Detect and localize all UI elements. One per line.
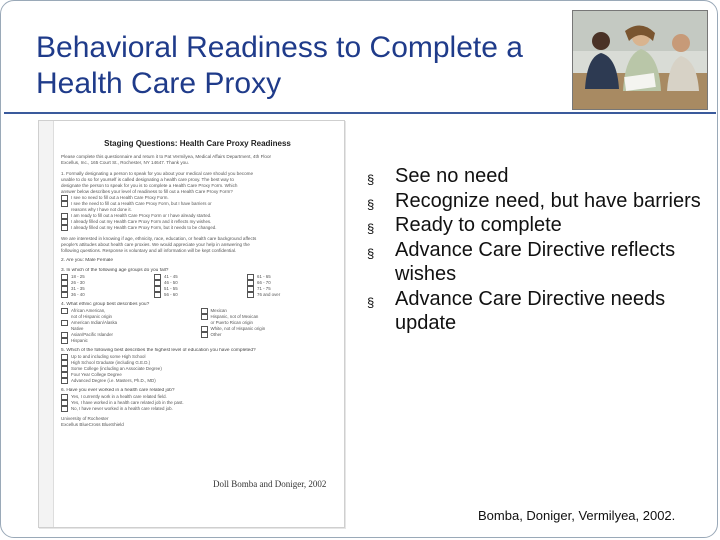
question-1-option: I see the need to fill out a Health Care Proxy Form, but I have barriers or xyxy=(61,201,334,207)
bullet-icon: § xyxy=(367,294,375,310)
age-option: 66 - 70 xyxy=(247,280,334,286)
slide-citation: Bomba, Doniger, Vermilyea, 2002. xyxy=(478,508,676,523)
question-4-text: 4. What ethnic group best describes you? xyxy=(61,302,150,307)
ethnic-options xyxy=(61,308,334,344)
document-footer-line: University of Rochester xyxy=(61,416,109,421)
readiness-stage-list xyxy=(367,164,707,336)
job-option: Yes, I have worked in a health care related job in the past. xyxy=(61,400,334,406)
question-1-option: reasons why I have not done it. xyxy=(71,207,132,212)
meeting-photo xyxy=(572,10,708,110)
document-intro-line: Excellus, Inc., 165 Court St., Rochester, NY 14647. Thank you. xyxy=(61,160,190,165)
three-people-meeting-image xyxy=(573,11,708,110)
question-1-option: I already filled out my Health Care Proxy Form and it reflects my wishes. xyxy=(61,219,334,225)
ethnic-option: or Puerto Rican origin xyxy=(210,320,253,325)
list-item: § See no need xyxy=(367,164,707,189)
age-option: 31 - 35 xyxy=(61,286,148,292)
question-1-text: answer below describes your level of readiness to fill out a Health Care Proxy Form? xyxy=(61,189,233,194)
ethnic-option: not of Hispanic origin xyxy=(71,314,113,319)
ethnic-option: Native xyxy=(71,326,84,331)
question-3-text: 3. In which of the following age groups do you fall? xyxy=(61,268,169,273)
ethnic-option: Other xyxy=(201,332,335,338)
list-item: § Advance Care Directive reflects wishes xyxy=(367,238,676,285)
questionnaire-image xyxy=(38,120,345,528)
document-intro-line: Please complete this questionnaire and return it to Pat Vermilyea, Medical Affairs Department, 4th Floor xyxy=(61,154,272,159)
bullet-icon: § xyxy=(367,221,375,236)
age-option: 61 - 65 xyxy=(247,274,334,280)
slide-title: Behavioral Readiness to Complete a Health Care Proxy xyxy=(36,31,523,100)
education-option: Advanced Degree (i.e. Masters, Ph.D., MD) xyxy=(61,378,334,384)
ethnic-option: African American, xyxy=(61,308,195,314)
bullet-icon: § xyxy=(367,196,375,212)
job-option: No, I have never worked in a health care related job. xyxy=(61,406,334,412)
question-1-option: I see no need to fill out a Health Care Proxy Form. xyxy=(61,195,334,201)
document-binding-margin xyxy=(39,121,54,527)
list-item: § Ready to complete xyxy=(367,213,707,238)
demographics-intro: following questions. Response is voluntary and all information will be kept confidential. xyxy=(61,248,237,253)
age-option: 18 - 25 xyxy=(61,274,148,280)
age-option: 26 - 30 xyxy=(61,280,148,286)
age-options xyxy=(61,274,334,298)
age-option: 56 - 60 xyxy=(154,292,241,298)
question-6-text: 6. Have you ever worked in a health care related job? xyxy=(61,388,175,393)
demographics-intro: We are interested in knowing if age, ethnicity, race, education, or health care background affects xyxy=(61,236,257,241)
age-option: 36 - 40 xyxy=(61,292,148,298)
question-1-option: I am ready to fill out a Health Care Proxy Form or I have already started. xyxy=(61,213,334,219)
age-option: 41 - 45 xyxy=(154,274,241,280)
question-1-text: designate the person to speak for you is to complete a Health Care Proxy Form. Which xyxy=(61,183,238,188)
job-option: Yes, I currently work in a health care related field. xyxy=(61,394,334,400)
document-citation: Doll Bomba and Doniger, 2002 xyxy=(213,479,327,489)
education-option: High School Graduate (including G.E.D.) xyxy=(61,360,334,366)
age-option: 51 - 55 xyxy=(154,286,241,292)
education-option: Four Year College Degree xyxy=(61,372,334,378)
title-divider xyxy=(4,112,716,114)
ethnic-option: Mexican xyxy=(201,308,335,314)
question-5-text: 5. Which of the following best describes the highest level of education you have completed? xyxy=(61,348,256,353)
question-1-text: unable to do so for yourself is called designating a health care proxy. The best way to xyxy=(61,177,234,182)
question-1-option: I already filled out my Health Care Proxy Form, but it needs to be changed. xyxy=(61,225,334,231)
question-2-text: 2. Are you: Male Female xyxy=(61,258,113,263)
demographics-intro: people's attitudes about health care proxies. We would appreciate your help in answering the xyxy=(61,242,250,247)
age-option: 46 - 50 xyxy=(154,280,241,286)
education-option: Up to and including some High School xyxy=(61,354,334,360)
age-option: 71 - 75 xyxy=(247,286,334,292)
ethnic-option: Hispanic xyxy=(61,338,195,344)
list-item: § Advance Care Directive needs update xyxy=(367,287,666,334)
bullet-icon: § xyxy=(367,172,375,187)
list-item: § Recognize need, but have barriers xyxy=(367,189,707,214)
question-1-text: 1. Formally designating a person to speak for you about your medical care should you become xyxy=(61,171,254,176)
ethnic-option: White, not of Hispanic origin xyxy=(201,326,335,332)
ethnic-option: American Indian/Alaska xyxy=(61,320,195,326)
ethnic-option: Asian/Pacific Islander xyxy=(61,332,195,338)
education-option: Some College (including an Associate Degree) xyxy=(61,366,334,372)
bullet-icon: § xyxy=(367,245,375,261)
ethnic-option: Hispanic, not of Mexican xyxy=(201,314,335,320)
age-option: 76 and over xyxy=(247,292,334,298)
document-title: Staging Questions: Health Care Proxy Readiness xyxy=(104,139,291,148)
document-footer-line: Excellus BlueCross BlueShield xyxy=(61,422,124,427)
